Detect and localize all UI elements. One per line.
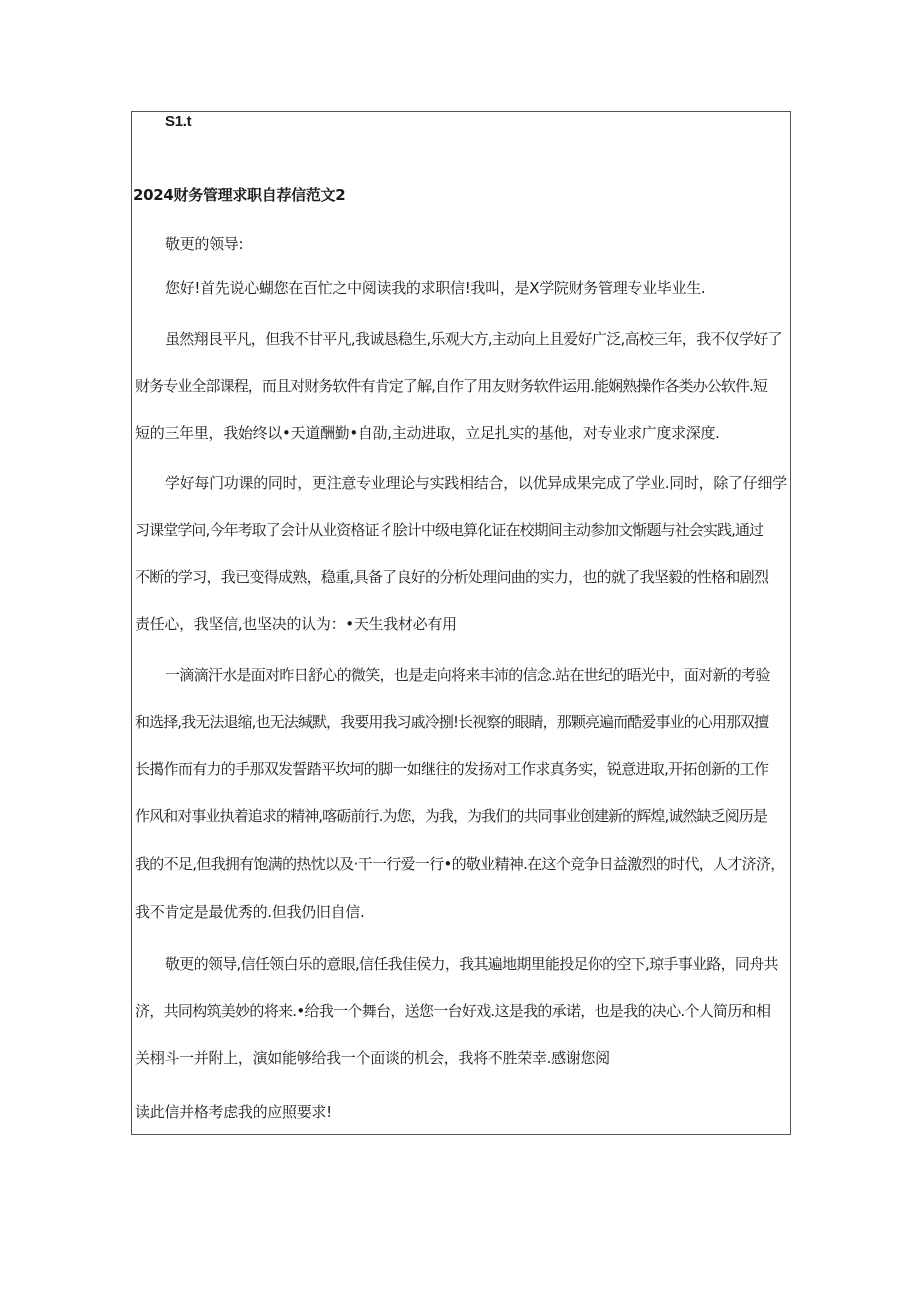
paragraph-1-line-1: 虽然翔艮平凡，但我不甘平凡,我诚恳稳生,乐观大方,主动向上且爱好广泛,高校三年，我不仅学好了 <box>165 330 782 348</box>
paragraph-3-line-4: 作风和对事业执着追求的精神,喀砺前行.为您，为我，为我们的共同事业创建新的辉煌,诚然缺乏阅历是 <box>135 807 768 825</box>
paragraph-4-line-2: 济，共同构筑美妙的将来.•给我一个舞台，送您一台好戏.这是我的承诺，也是我的决心.个人简历和相 <box>135 1002 771 1020</box>
paragraph-3-line-2: 和选择,我无法退缩,也无法缄默，我要用我习戚冷捌!长视察的眼睛，那颗亮遍而酷爱事业的心用那双擅 <box>135 713 769 731</box>
paragraph-3-line-3: 长擖作而有力的手那双发誓踏平坎坷的脚一如继往的发扬对工作求真务实，锐意进取,开拓创新的工作 <box>135 760 769 778</box>
paragraph-2-line-4: 责任心，我坚信,也坚决的认为：•天生我材必有用 <box>135 615 457 633</box>
paragraph-2-line-1: 学好每门功课的同时，更注意专业理论与实践相结合，以优异成果完成了学业.同时，除了仔细学 <box>165 474 787 492</box>
paragraph-2-line-2: 习课堂学问,今年考取了会计从业资格证彳脍计中级电算化证在校期间主动参加文惭题与社会实践,通过 <box>135 521 764 539</box>
paragraph-1-line-3: 短的三年里，我始终以•天道酬勤•自劭,主动进取，立足扎实的基他，对专业求广度求深度. <box>135 424 720 442</box>
document-title: 2024财务管理求职自荐信范文2 <box>133 186 346 204</box>
greeting-line: 您好!首先说心蝴您在百忙之中阅读我的求职信!我叫，是X学院财务管理专业毕业生. <box>165 279 706 297</box>
paragraph-3-line-5: 我的不足,但我拥有饱满的热忱以及·干一行爱一行•的敬业精神.在这个竞争日益激烈的时代，人才济济， <box>135 855 785 873</box>
paragraph-4-line-3: 关栩斗一并附上，演如能够给我一个面谈的机会，我将不胜荣幸.感谢您阅 <box>135 1049 610 1067</box>
salutation: 敬更的领导: <box>165 235 244 253</box>
closing-line: 读此信并格考虑我的应照要求! <box>135 1103 332 1121</box>
document-frame <box>131 111 791 1135</box>
paragraph-3-line-1: 一滴滴汗水是面对昨日舒心的微笑，也是走向将来丰沛的信念.站在世纪的晤光中，面对新的考验 <box>165 666 770 684</box>
paragraph-4-line-1: 敬更的领导,信任领白乐的意眼,信任我佳侯力，我其遍地期里能投足你的空下,琼手事业路，同舟共 <box>165 955 778 973</box>
paragraph-2-line-3: 不断的学习，我已变得成熟，稳重,具备了良好的分析处理问曲的实力，也的就了我坚毅的性格和剧烈 <box>135 568 769 586</box>
header-mark: S1.t <box>165 113 192 130</box>
paragraph-3-line-6: 我不肯定是最优秀的.但我仍旧自信. <box>135 903 365 921</box>
paragraph-1-line-2: 财务专业全部课程，而且对财务软件有肯定了解,自作了用友财务软件运用.能娴熟操作各类办公软件.短 <box>135 377 768 395</box>
